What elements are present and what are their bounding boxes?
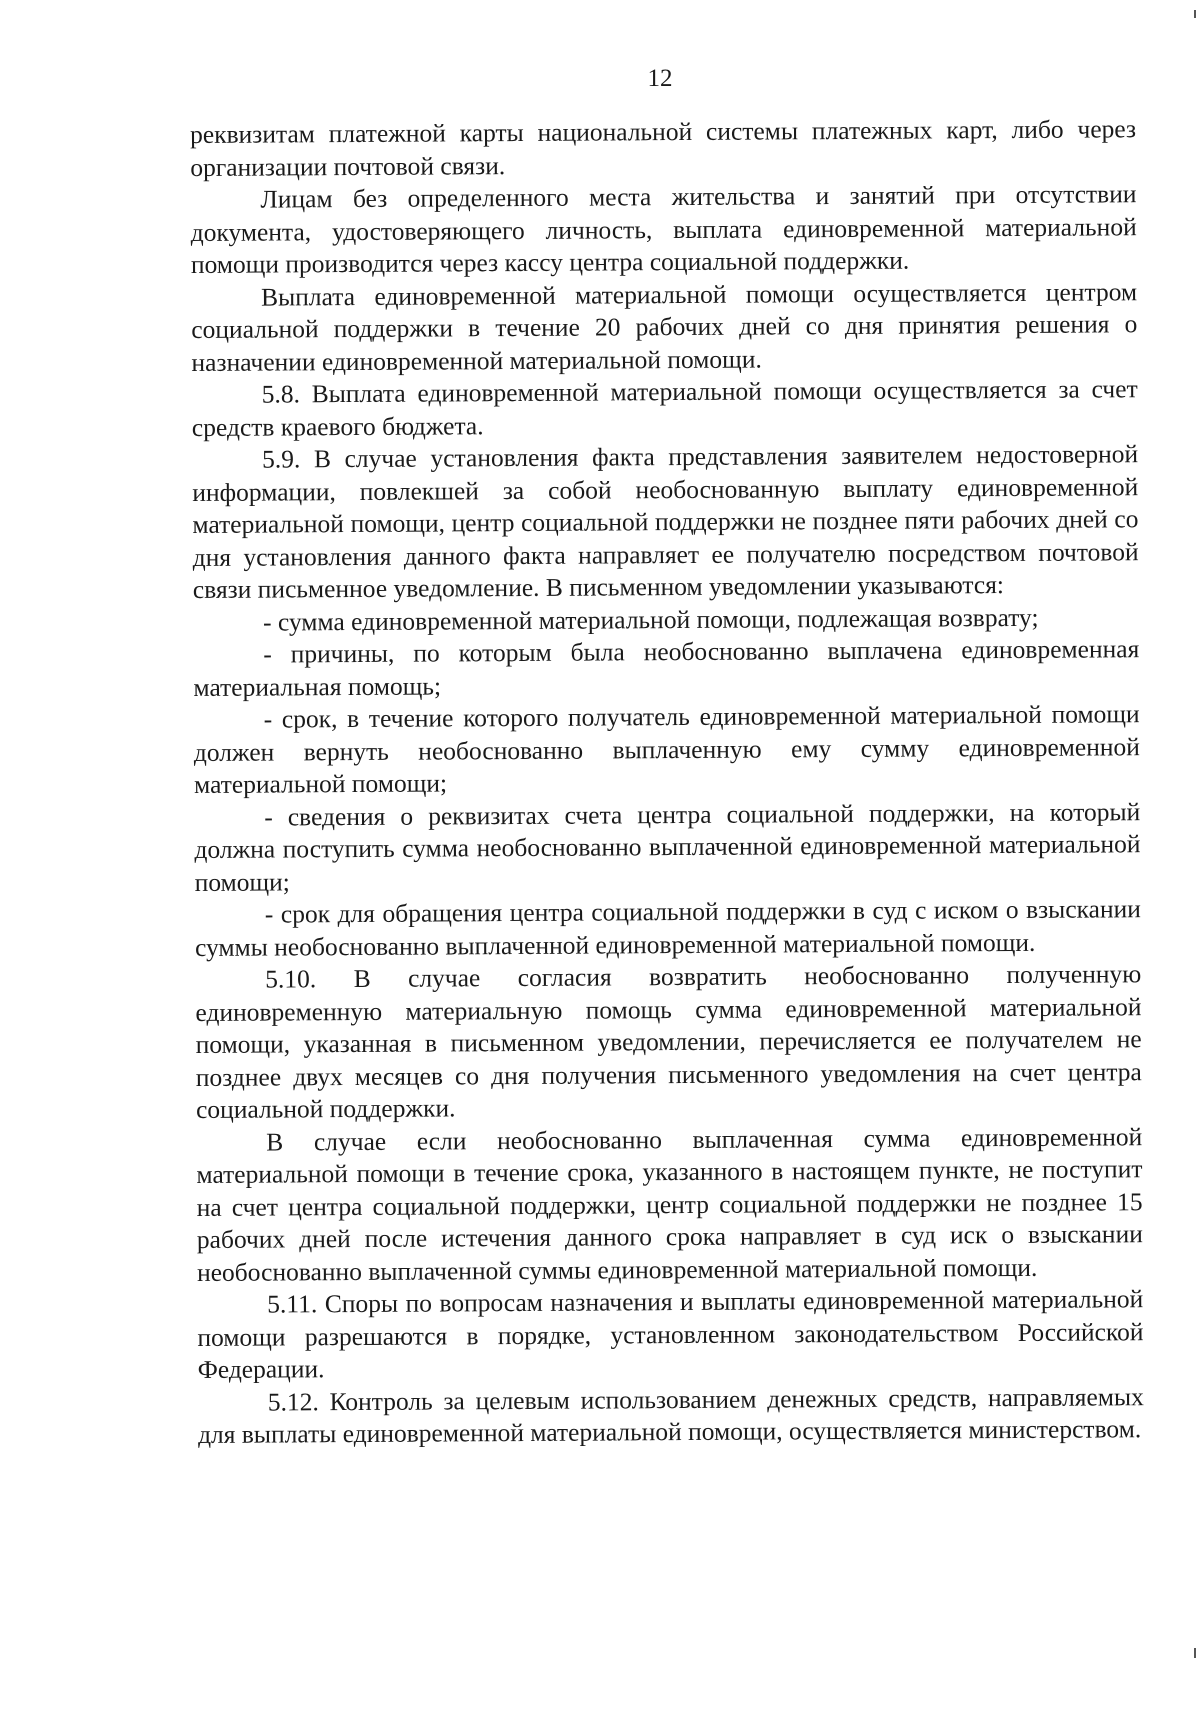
page-number: 12 <box>647 65 673 92</box>
scan-edge-mark <box>1194 1648 1196 1658</box>
paragraph-5-8: 5.8. Выплата единовременной материальной помощи осуществляется за счет средств краевого бюджета. <box>191 374 1138 442</box>
list-item-return-deadline: - срок, в течение которого получатель единовременной материальной помощи должен вернуть необоснованно выплаченную ему сумму единовременной материальной помощи; <box>193 699 1140 799</box>
paragraph-payment-card: реквизитам платежной карты национальной системы платежных карт, либо через организации почтовой связи. <box>190 114 1137 182</box>
scan-edge-mark <box>1194 10 1196 18</box>
paragraph-homeless-persons: Лицам без определенного места жительства и занятий при отсутствии документа, удостоверяющего личность, выплата единовременной материальной помощи производится через кассу центра социальной поддержки. <box>190 179 1137 279</box>
paragraph-court-claim: В случае если необоснованно выплаченная сумма единовременной материальной помощи в течение срока, указанного в настоящем пункте, не поступит на счет центра социальной поддержки, центр социальной поддержки не позднее 15 рабочих дней после истечения данного срока направляет в суд иск о взыскании необоснованно выплаченной суммы единовременной материальной помощи. <box>196 1121 1143 1287</box>
paragraph-5-10: 5.10. В случае согласия возвратить необоснованно полученную единовременную материальную помощь сумма единовременной материальной помощи, указанная в письменном уведомлении, перечисляется ее получателем не позднее двух месяцев со дня получения письменного уведомления на счет центра социальной поддержки. <box>195 959 1142 1124</box>
paragraph-5-11: 5.11. Споры по вопросам назначения и выплаты единовременной материальной помощи разрешаются в порядке, установленном законодательством Российской Федерации. <box>197 1284 1144 1384</box>
paragraph-payment-term: Выплата единовременной материальной помощи осуществляется центром социальной поддержки в течение 20 рабочих дней со дня принятия решения о назначении единовременной материальной помощи. <box>191 276 1138 377</box>
paragraph-5-9: 5.9. В случае установления факта представления заявителем недостоверной информации, повлекшей за собой необоснованную выплату единовременной материальной помощи, центр социальной поддержки не позднее пяти рабочих дней со дня установления данного факта направляет ее получателю посредством почтовой связи письменное уведомление. В письменном уведомлении указываются: <box>192 439 1139 604</box>
list-item-refund-amount: - сумма единовременной материальной помощи, подлежащая возврату; <box>262 602 1039 637</box>
list-item-court-deadline: - срок для обращения центра социальной поддержки в суд с иском о взыскании суммы необоснованно выплаченной единовременной материальной помощи. <box>194 894 1141 962</box>
list-item-account-details: - сведения о реквизитах счета центра социальной поддержки, на который должна поступить сумма необоснованно выплаченной единовременной материальной помощи; <box>194 796 1141 897</box>
document-body <box>190 113 1144 1451</box>
list-item-reasons: - причины, по которым была необоснованно выплачена единовременная материальная помощь; <box>193 634 1140 702</box>
paragraph-5-12: 5.12. Контроль за целевым использованием денежных средств, направляемых для выплаты единовременной материальной помощи, осуществляется министерством. <box>197 1381 1144 1449</box>
